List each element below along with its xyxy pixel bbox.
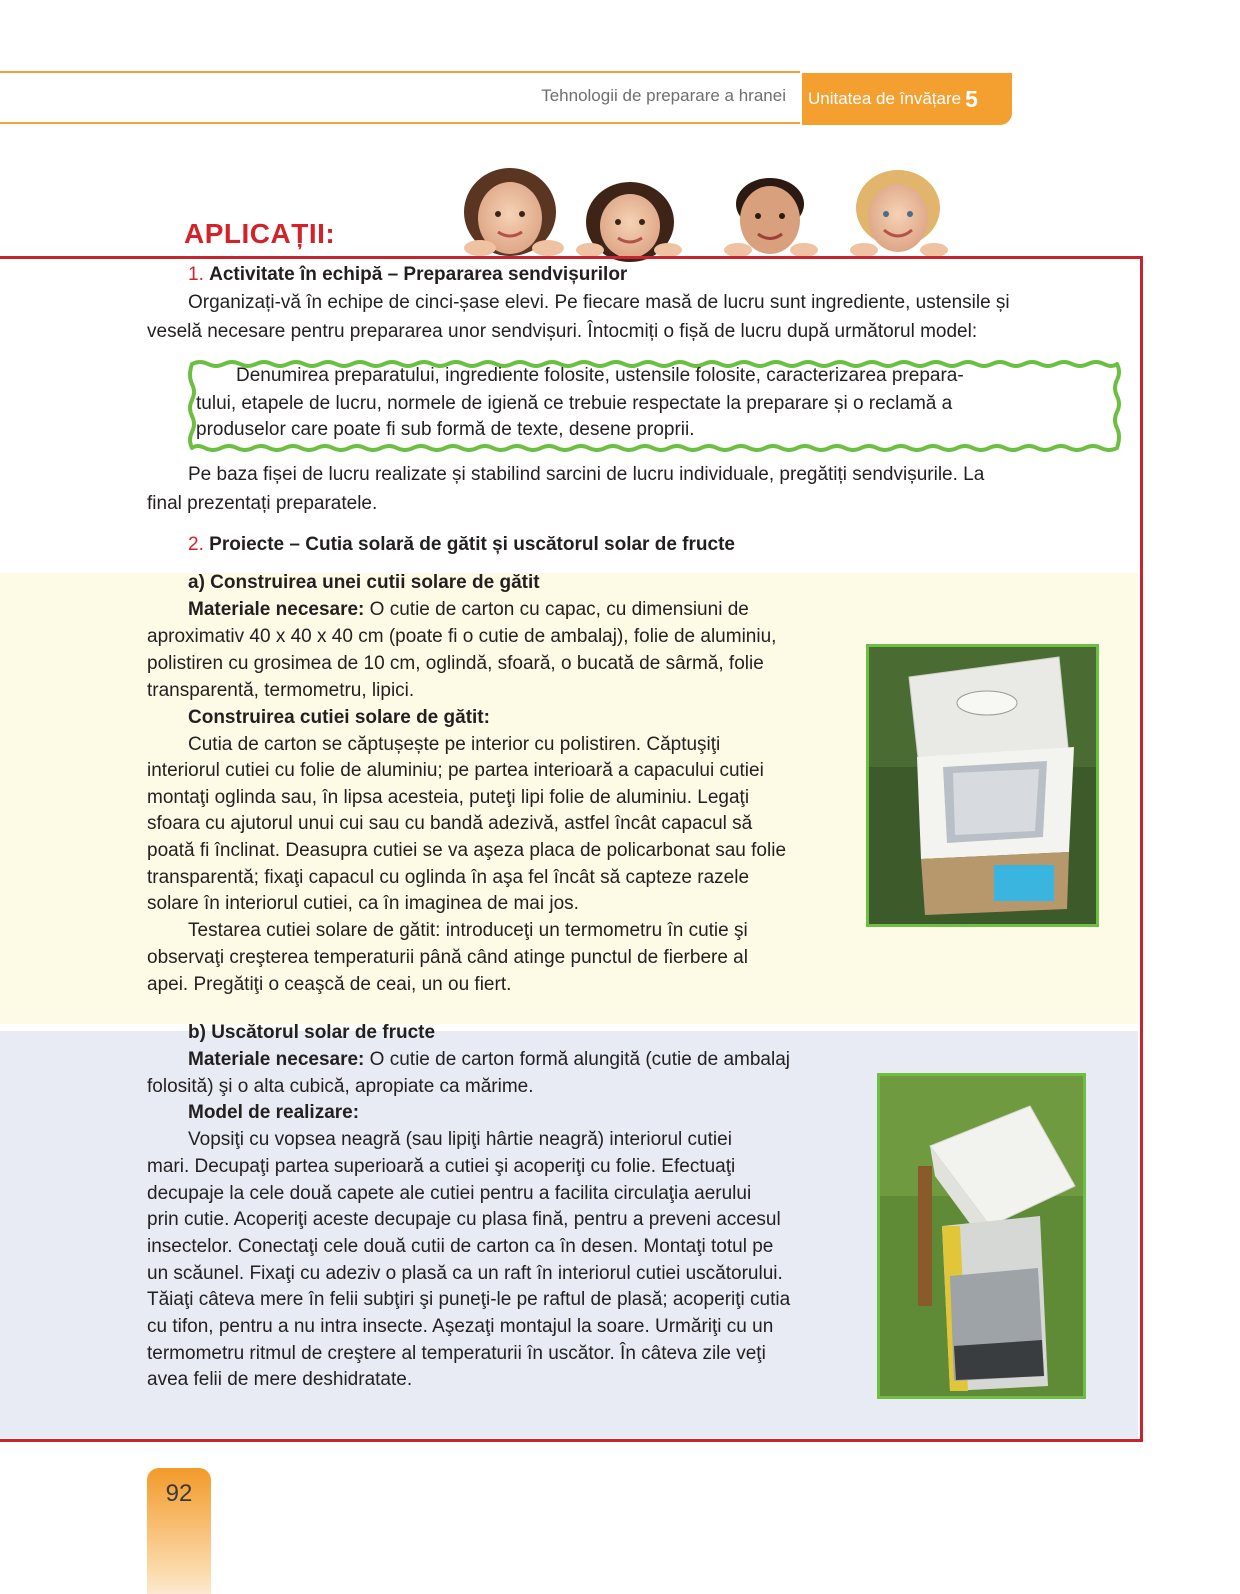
section-b-model-line-6: un scăunel. Fixaţi cu adeziv o plasă ca un raft în interiorul cutiei uscătorului. (147, 1263, 783, 1284)
section-b-model-label: Model de realizare: (188, 1102, 360, 1123)
activity1-intro-line-1: Organizați-vă în echipe de cinci-șase elevi. Pe fiecare masă de lucru sunt ingrediente, ustensile și (188, 292, 1010, 313)
section-a-materials-first: O cutie de carton cu capac, cu dimensiuni de (369, 599, 749, 620)
section-b-model-line-10: avea felii de mere deshidratate. (147, 1369, 413, 1390)
section-a-build-line-1: Cutia de carton se căptușește pe interior cu polistiren. Căptuşiţi (188, 734, 721, 755)
fruit-dryer-photo (877, 1073, 1086, 1399)
activity1-intro-line-2: veselă necesare pentru prepararea unor sendvișuri. Întocmiți o fișă de lucru după următorul model: (147, 321, 978, 342)
section-a-build-line-6: transparentă; fixaţi capacul cu oglinda în aşa fel încât să capteze razele (147, 867, 750, 888)
section-a-materials-line-1 (147, 596, 795, 623)
section-b-materials-line-1 (147, 1046, 795, 1073)
section-a-build-label: Construirea cutiei solare de gătit: (188, 707, 490, 728)
section-b-model-line-1: Vopsiţi cu vopsea neagră (sau lipiţi hârtie neagră) interiorul cutiei (188, 1129, 732, 1150)
unit-label: Unitatea de învățare (808, 89, 962, 108)
header-rule-bottom (0, 122, 800, 124)
section-a-test-line-1: Testarea cutiei solare de gătit: introduceţi un termometru în cutie şi (188, 920, 748, 941)
fruit-dryer-image (880, 1076, 1083, 1396)
section-b-heading: b) Uscătorul solar de fructe (188, 1022, 436, 1043)
section-b-materials-first: O cutie de carton formă alungită (cutie de ambalaj (369, 1049, 791, 1070)
unit-number: 5 (965, 85, 978, 112)
activity1-heading-line (188, 261, 627, 288)
model-box-line-1: Denumirea preparatului, ingrediente folosite, ustensile folosite, caracterizarea prepara- (236, 365, 964, 386)
activity1-outro-line-1: Pe baza fișei de lucru realizate și stabilind sarcini de lucru individuale, pregătiți sendvișurile. La (188, 464, 985, 485)
section-a-build-line-2: interiorul cutiei cu folie de aluminiu; pe partea interioară a capacului cutiei (147, 760, 764, 781)
section-a-build-line-3: montaţi oglinda sau, în lipsa acesteia, puteţi lipi folie de aluminiu. Legaţi (147, 787, 750, 808)
section-b-materials-label: Materiale necesare: (188, 1049, 365, 1070)
solar-cooker-image (869, 647, 1096, 924)
section-a-materials-line-2: aproximativ 40 x 40 x 40 cm (poate fi o cutie de ambalaj), folie de aluminiu, (147, 626, 777, 647)
section-b-model-line-8: cu tifon, pentru a nu intra insecte. Aşezaţi montajul la soare. Urmăriţi cu un (147, 1316, 774, 1337)
section-b-model-line-2: mari. Decupaţi partea superioară a cutiei şi acoperiţi cu folie. Efectuaţi (147, 1156, 736, 1177)
section-b-model-line-3: decupaje la cele două capete ale cutiei pentru a facilita circulaţia aerului (147, 1183, 752, 1204)
activity2-number: 2. (188, 534, 204, 555)
activity1-number: 1. (188, 264, 204, 285)
activity1-outro-line-2: final prezentați preparatele. (147, 493, 378, 514)
section-a-build-line-7: solare în interiorul cutiei, ca în imaginea de mai jos. (147, 893, 579, 914)
page-number: 92 (165, 1480, 193, 1507)
section-b-model-line-7: Tăiaţi câteva mere în felii subţiri şi puneţi-le pe raftul de plasă; acoperiţi cutia (147, 1289, 791, 1310)
section-a-test-line-3: apei. Pregătiţi o ceaşcă de ceai, un ou fiert. (147, 974, 512, 995)
activity2-heading: Proiecte – Cutia solară de gătit și uscătorul solar de fructe (209, 534, 735, 555)
header-unit-badge (802, 73, 1012, 125)
applications-title: APLICAȚII: (184, 218, 336, 249)
section-a-heading: a) Construirea unei cutii solare de gătit (188, 572, 540, 593)
header-subject: Tehnologii de preparare a hranei (541, 86, 786, 105)
section-b-materials-line-2: folosită) şi o alta cubică, apropiate ca mărime. (147, 1076, 534, 1097)
section-b-model-line-9: termometru ritmul de creştere al temperaturii în uscător. În câteva zile veţi (147, 1343, 766, 1364)
section-b-model-line-5: insectelor. Conectaţi cele două cutii de carton ca în desen. Montaţi totul pe (147, 1236, 774, 1257)
children-peeking-illustration (460, 168, 980, 264)
section-a-materials-line-3: polistiren cu grosimea de 10 cm, oglindă, sfoară, o bucată de sârmă, folie (147, 653, 764, 674)
section-a-test-line-2: observaţi creşterea temperaturii până când atinge punctul de fierbere al (147, 947, 748, 968)
section-b-model-line-4: prin cutie. Acoperiţi aceste decupaje cu plasa fină, pentru a preveni accesul (147, 1209, 781, 1230)
section-a-materials-label: Materiale necesare: (188, 599, 365, 620)
activity2-heading-line (188, 531, 735, 558)
model-box-line-2: tului, etapele de lucru, normele de igienă ce trebuie respectate la preparare și o reclamă a (196, 393, 953, 414)
solar-cooker-photo (866, 644, 1099, 927)
section-a-build-line-5: poată fi înclinat. Deasupra cutiei se va aşeza placa de policarbonat sau folie (147, 840, 787, 861)
section-a-build-line-4: sfoara cu ajutorul unui cui sau cu bandă adezivă, astfel încât capacul să (147, 813, 753, 834)
header-rule-top (0, 71, 800, 73)
activity1-heading: Activitate în echipă – Prepararea sendvișurilor (209, 264, 628, 285)
section-a-materials-line-4: transparentă, termometru, lipici. (147, 680, 415, 701)
model-box-line-3: produselor care poate fi sub formă de texte, desene proprii. (196, 419, 695, 440)
